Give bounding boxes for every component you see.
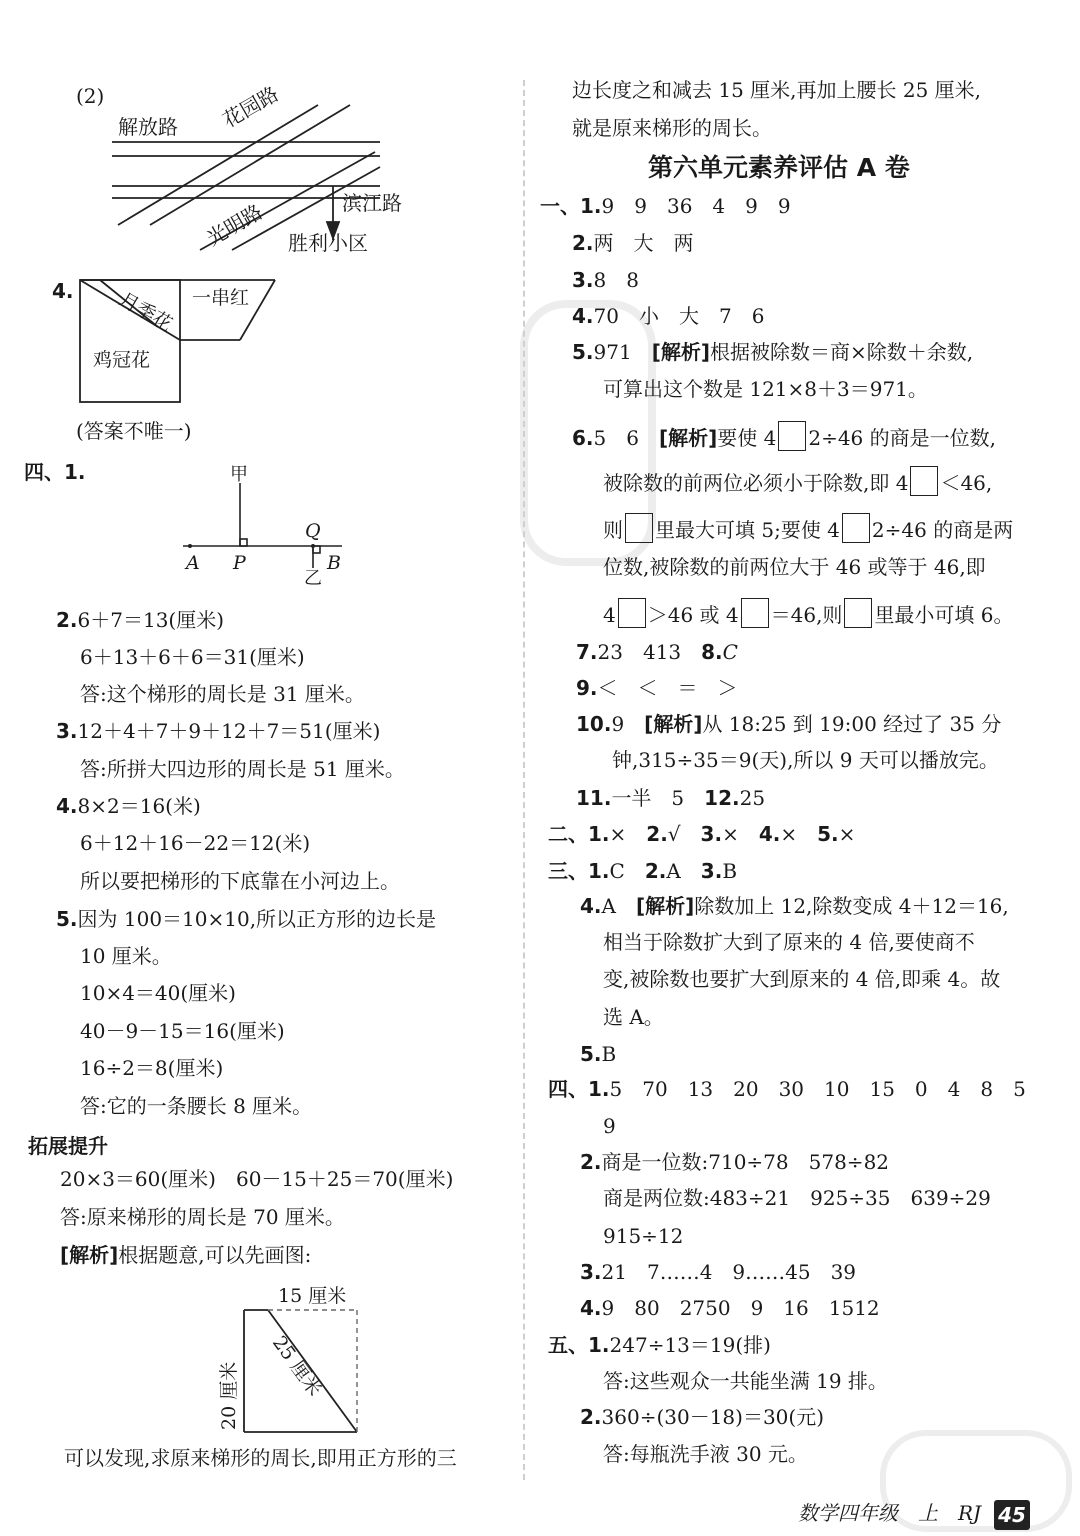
q4-number: 4. <box>52 279 74 303</box>
r-q10b: 钟,315÷35＝9(天),所以 9 天可以播放完。 <box>612 748 999 772</box>
road-huayuan-label: 花园路 <box>218 81 283 133</box>
r-s5-q1: 五、1.247÷13＝19(排) <box>548 1333 771 1357</box>
blank-box <box>910 466 938 496</box>
r-q5: 5.971 [解析]根据被除数＝商×除数＋余数, <box>572 340 974 364</box>
fig-20cm-label: 20 厘米 <box>218 1361 240 1430</box>
jiexi-tag: [解析] <box>60 1243 119 1267</box>
r-section-2: 二、1.× 2.√ 3.× 4.× 5.× <box>548 822 856 846</box>
road-guangming-label: 光明路 <box>202 199 267 251</box>
road-binjiang-label: 滨江路 <box>342 191 402 215</box>
r-q5b: 可算出这个数是 121×8＋3＝971。 <box>603 377 928 401</box>
place-shengli-label: 胜利小区 <box>288 231 368 255</box>
answer-text: 答:它的一条腰长 8 厘米。 <box>80 1094 313 1118</box>
r-q3: 3.8 8 <box>572 268 639 292</box>
r-s5-q1b: 答:这些观众一共能坐满 19 排。 <box>603 1369 888 1393</box>
r-s5-q2b: 答:每瓶洗手液 30 元。 <box>603 1442 808 1466</box>
flower-yueji-label: 月季花 <box>115 288 176 336</box>
answer-text: 所以要把梯形的下底靠在小河边上。 <box>80 869 400 893</box>
footer-subject: 数学四年级 上 RJ <box>798 1501 982 1525</box>
r-s3-q5: 5.B <box>580 1042 617 1066</box>
blank-box <box>741 598 769 628</box>
r-s4-q1b: 9 <box>603 1114 616 1138</box>
answer-text: 8×2＝16(米) <box>77 794 201 818</box>
blank-box <box>618 598 646 628</box>
answer-text: 40－9－15＝16(厘米) <box>80 1019 285 1043</box>
r-q9: 9.＜ ＜ ＝ ＞ <box>576 676 738 700</box>
right-cont-2: 就是原来梯形的周长。 <box>572 116 772 140</box>
answer-text: 答:所拼大四边形的周长是 51 厘米。 <box>80 757 405 781</box>
blank-box <box>842 513 870 543</box>
answer-text: 6＋12＋16－22＝12(米) <box>80 831 311 855</box>
r-q6d: 位数,被除数的前两位大于 46 或等于 46,即 <box>603 555 986 579</box>
point-a-label: A <box>186 552 200 574</box>
r-s4-q2c: 915÷12 <box>603 1224 684 1248</box>
right-cont-1: 边长度之和减去 15 厘米,再加上腰长 25 厘米, <box>572 78 982 102</box>
r-q7: 7.23 413 8.C <box>576 640 738 664</box>
r-q6e: 4 ＞46 或 4 ＝46,则 里最小可填 6。 <box>603 598 1014 628</box>
answer-text: 10 厘米。 <box>80 944 172 968</box>
trapezoid-figure <box>0 0 520 1450</box>
r-s4-q1: 四、1.5 70 13 20 30 10 15 0 4 8 5 <box>548 1077 1026 1101</box>
r-s3-q4c: 变,被除数也要扩大到原来的 4 倍,即乘 4。故 <box>603 967 1001 991</box>
extension-line-2: 答:原来梯形的周长是 70 厘米。 <box>60 1205 345 1229</box>
extension-title: 拓展提升 <box>28 1134 108 1158</box>
map-label: (2) <box>76 84 105 108</box>
answer-text: 答:这个梯形的周长是 31 厘米。 <box>80 682 365 706</box>
section-4-q1-number: 四、1. <box>24 460 86 484</box>
r-s4-q3: 3.21 7……4 9……45 39 <box>580 1260 857 1284</box>
flower-jiguan-label: 鸡冠花 <box>93 349 151 371</box>
answer-text: 16÷2＝8(厘米) <box>80 1056 224 1080</box>
r-q6b: 被除数的前两位必须小于除数,即 4 ＜46, <box>603 466 992 496</box>
point-yi-label: 乙 <box>304 568 322 589</box>
r-q6c: 则 里最大可填 5;要使 4 2÷46 的商是两 <box>603 513 1013 543</box>
extension-line-1: 20×3＝60(厘米) 60－15＋25＝70(厘米) <box>60 1167 454 1191</box>
answer-note: (答案不唯一) <box>76 419 192 443</box>
unit-title: 第六单元素养评估 A 卷 <box>648 153 910 182</box>
question-number: 2. <box>56 608 78 632</box>
left-last-line: 可以发现,求原来梯形的周长,即用正方形的三 <box>64 1446 457 1470</box>
answer-text: 10×4＝40(厘米) <box>80 981 236 1005</box>
road-jiefang-label: 解放路 <box>118 115 178 139</box>
r-q4: 4.70 小 大 7 6 <box>572 304 765 328</box>
column-divider <box>523 80 525 1480</box>
blank-box <box>778 421 806 451</box>
point-p-label: P <box>233 552 246 574</box>
r-q11: 11.一半 5 12.25 <box>576 786 766 810</box>
blank-box <box>625 513 653 543</box>
r-s4-q2b: 商是两位数:483÷21 925÷35 639÷29 <box>603 1186 991 1210</box>
answer-text: 6＋7＝13(厘米) <box>77 608 225 632</box>
question-number: 3. <box>56 719 78 743</box>
answer-text: 12＋4＋7＋9＋12＋7＝51(厘米) <box>77 719 381 743</box>
r-s4-q4: 4.9 80 2750 9 16 1512 <box>580 1296 880 1320</box>
r-s3-q4d: 选 A。 <box>603 1005 664 1029</box>
r-q1: 一、1.9 9 36 4 9 9 <box>540 194 791 218</box>
r-s3-q4: 4.A [解析]除数加上 12,除数变成 4＋12＝16, <box>580 894 1009 918</box>
fig-25cm-label: 25 厘米 <box>267 1332 326 1401</box>
point-jia-label: 甲 <box>230 464 248 485</box>
point-q-label: Q <box>305 520 321 542</box>
answer-text: 6＋13＋6＋6＝31(厘米) <box>80 645 305 669</box>
r-s3-q4b: 相当于除数扩大到了原来的 4 倍,要使商不 <box>603 930 975 954</box>
extension-line-3-text: 根据题意,可以先画图: <box>118 1243 312 1267</box>
blank-box <box>844 598 872 628</box>
r-q10: 10.9 [解析]从 18:25 到 19:00 经过了 35 分 <box>576 712 1002 736</box>
question-number: 4. <box>56 794 78 818</box>
r-section-3: 三、1.C 2.A 3.B <box>548 859 738 883</box>
question-number: 5. <box>56 907 78 931</box>
r-q6: 6.5 6 [解析]要使 4 2÷46 的商是一位数, <box>572 421 996 451</box>
page-number: 45 <box>994 1500 1030 1530</box>
r-q2: 2.两 大 两 <box>572 231 694 255</box>
r-s5-q2: 2.360÷(30－18)＝30(元) <box>580 1405 825 1429</box>
r-s4-q2: 2.商是一位数:710÷78 578÷82 <box>580 1150 890 1174</box>
answer-text: 因为 100＝10×10,所以正方形的边长是 <box>77 907 437 931</box>
fig-15cm-label: 15 厘米 <box>278 1285 347 1307</box>
flower-yichuanhong-label: 一串红 <box>192 287 250 309</box>
point-b-label: B <box>327 552 341 574</box>
